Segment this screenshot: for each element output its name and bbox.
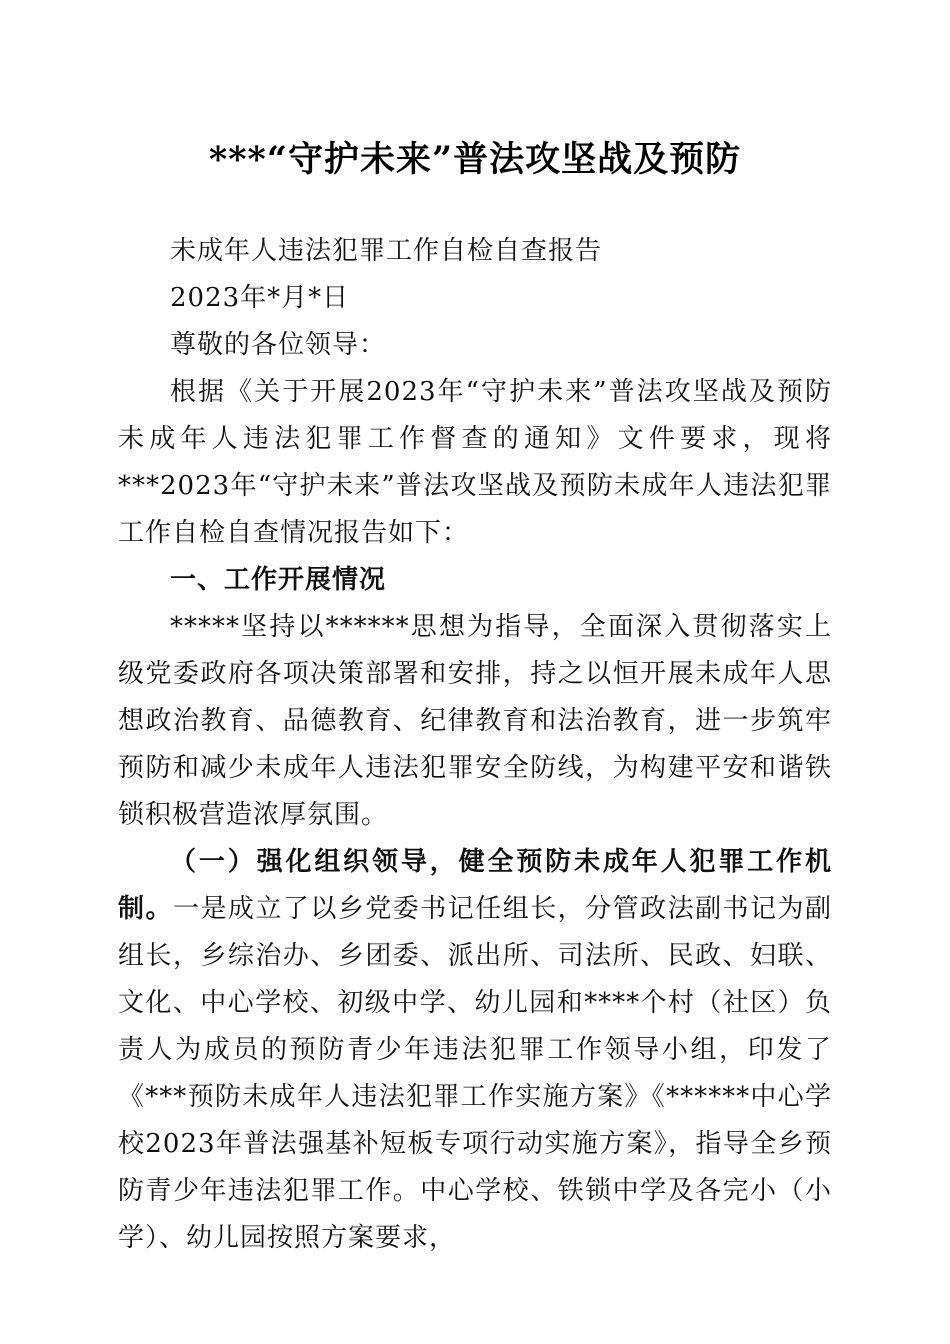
- document-body: [118, 228, 832, 1262]
- document-date: 2023年*月*日: [170, 283, 350, 313]
- section-heading: 一、工作开展情况: [170, 565, 387, 595]
- document-title: ***“守护未来”普法攻坚战及预防: [208, 139, 742, 180]
- subsection-text: 一是成立了以乡党委书记任组长，分管政法副书记为副组长，乡综治办、乡团委、派出所、司法所、民政、妇联、文化、中心学校、初级中学、幼儿园和****个村（社区）负责人为成员的预防青少年违法犯罪工作领导小组，印发了《***预防未成年人违法犯罪工作实施方案》《******中心学校2023年普法强基补短板专项行动实施方案》，指导全乡预防青少年违法犯罪工作。中心学校、铁锁中学及各完小（小学）、幼儿园按照方案要求，: [118, 894, 832, 1253]
- salutation: 尊敬的各位领导：: [170, 330, 387, 360]
- document-subtitle: 未成年人违法犯罪工作自检自查报告: [170, 236, 603, 266]
- section-paragraph: *****坚持以******思想为指导，全面深入贯彻落实上级党委政府各项决策部署和安排，持之以恒开展未成年人思想政治教育、品德教育、纪律教育和法治教育，进一步筑牢预防和减少未成年人违法犯罪安全防线，为构建平安和谐铁锁积极营造浓厚氛围。: [118, 612, 832, 830]
- subsection-lead: （一）强化组织领导，健全预防未成年人犯罪工作机制。: [118, 847, 832, 924]
- intro-paragraph: 根据《关于开展2023年“守护未来”普法攻坚战及预防未成年人违法犯罪工作督查的通知》文件要求，现将***2023年“守护未来”普法攻坚战及预防未成年人违法犯罪工作自检自查情况报告如下：: [118, 377, 832, 548]
- subsection-paragraph: [118, 839, 832, 1262]
